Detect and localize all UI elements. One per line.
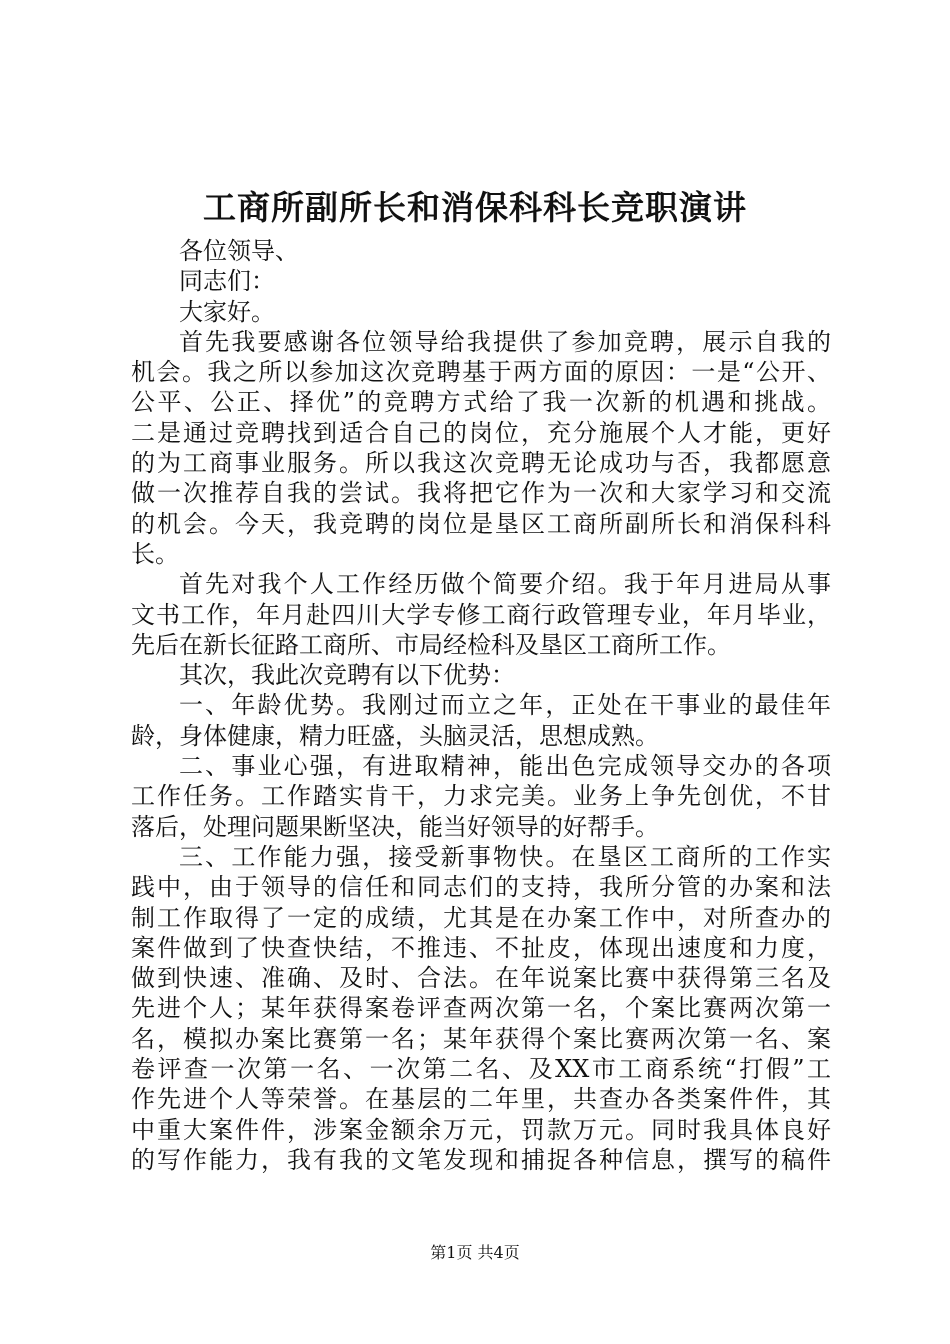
text-line: 践中，由于领导的信任和同志们的支持，我所分管的办案和法: [131, 873, 831, 902]
text-line: 各位领导、: [179, 237, 299, 265]
text-line: 三、工作能力强，接受新事物快。在垦区工商所的工作实: [179, 842, 831, 871]
text-line: 机会。我之所以参加这次竞聘基于两方面的原因：一是“公开、: [131, 358, 831, 387]
text-line: 卷评查一次第一名、一次第二名、及XX市工商系统“打假”工: [131, 1055, 831, 1084]
text-line: 同志们：: [179, 267, 275, 296]
text-line: 中重大案件件，涉案金额余万元，罚款万元。同时我具体良好: [131, 1115, 831, 1144]
text-line: 工作任务。工作踏实肯干，力求完美。业务上争先创优，不甘: [131, 782, 831, 811]
text-line: 的为工商事业服务。所以我这次竞聘无论成功与否，我都愿意: [131, 449, 831, 478]
document-body: [131, 236, 831, 1175]
text-line: 首先对我个人工作经历做个简要介绍。我于年月进局从事: [179, 570, 831, 599]
text-line: 龄，身体健康，精力旺盛，头脑灵活，思想成熟。: [131, 721, 659, 750]
text-line: 公平、公正、择优”的竞聘方式给了我一次新的机遇和挑战。: [131, 388, 831, 417]
text-line: 首先我要感谢各位领导给我提供了参加竞聘，展示自我的: [179, 327, 831, 356]
text-line: 文书工作，年月赴四川大学专修工商行政管理专业，年月毕业，: [131, 600, 831, 629]
document-title: 工商所副所长和消保科科长竞职演讲: [203, 188, 747, 227]
text-line: 的机会。今天，我竞聘的岗位是垦区工商所副所长和消保科科: [131, 509, 831, 538]
text-line: 一、年龄优势。我刚过而立之年，正处在干事业的最佳年: [179, 691, 831, 720]
page-footer: 第1页 共4页: [430, 1243, 520, 1262]
text-line: 二是通过竞聘找到适合自己的岗位，充分施展个人才能，更好: [131, 418, 831, 447]
text-line: 的写作能力，我有我的文笔发现和捕捉各种信息，撰写的稿件: [131, 1145, 831, 1174]
text-line: 作先进个人等荣誉。在基层的二年里，共查办各类案件件，其: [131, 1085, 831, 1114]
text-line: 其次，我此次竞聘有以下优势：: [179, 661, 515, 690]
text-line: 先进个人；某年获得案卷评查两次第一名，个案比赛两次第一: [131, 994, 831, 1023]
text-line: 制工作取得了一定的成绩，尤其是在办案工作中，对所查办的: [131, 903, 831, 932]
text-line: 长。: [131, 539, 179, 568]
text-line: 落后，处理问题果断坚决，能当好领导的好帮手。: [131, 812, 659, 841]
text-line: 做一次推荐自我的尝试。我将把它作为一次和大家学习和交流: [131, 479, 831, 508]
text-line: 做到快速、准确、及时、合法。在年说案比赛中获得第三名及: [131, 964, 831, 993]
text-line: 先后在新长征路工商所、市局经检科及垦区工商所工作。: [131, 630, 731, 659]
text-line: 二、事业心强，有进取精神，能出色完成领导交办的各项: [179, 752, 831, 781]
text-line: 案件做到了快查快结，不推违、不扯皮，体现出速度和力度，: [131, 933, 831, 962]
text-line: 名，模拟办案比赛第一名；某年获得个案比赛两次第一名、案: [131, 1024, 831, 1053]
text-line: 大家好。: [179, 297, 275, 326]
